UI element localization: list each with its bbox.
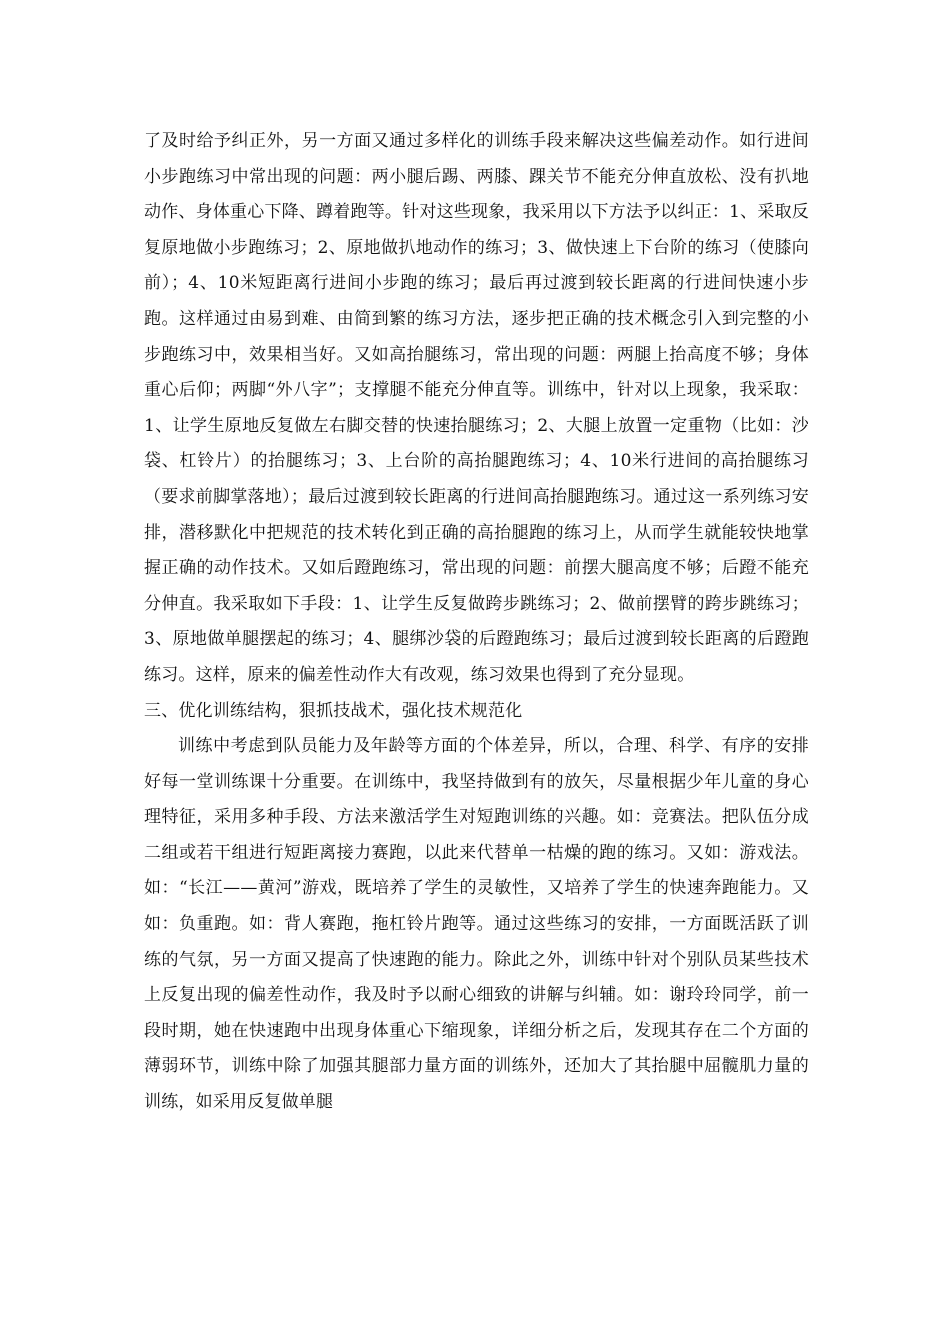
paragraph-continuation: 了及时给予纠正外，另一方面又通过多样化的训练手段来解决这些偏差动作。如行进间小步跑练习中常出现的问题：两小腿后踢、两膝、踝关节不能充分伸直放松、没有扒地动作、身体重心下降、蹲着跑等。针对这些现象，我采用以下方法予以纠正：1、采取反复原地做小步跑练习；2、原地做扒地动作的练习；3、做快速上下台阶的练习（使膝向前）；4、10米短距离行进间小步跑的练习；最后再过渡到较长距离的行进间快速小步跑。这样通过由易到难、由简到繁的练习方法，逐步把正确的技术概念引入到完整的小步跑练习中，效果相当好。又如高抬腿练习，常出现的问题：两腿上抬高度不够；身体重心后仰；两脚“外八字”；支撑腿不能充分伸直等。训练中，针对以上现象，我采取：1、让学生原地反复做左右脚交替的快速抬腿练习；2、大腿上放置一定重物（比如：沙袋、杠铃片）的抬腿练习；3、上台阶的高抬腿跑练习；4、10米行进间的高抬腿练习（要求前脚掌落地）；最后过渡到较长距离的行进间高抬腿跑练习。通过这一系列练习安排，潜移默化中把规范的技术转化到正确的高抬腿跑的练习上，从而学生就能较快地掌握正确的动作技术。又如后蹬跑练习，常出现的问题：前摆大腿高度不够；后蹬不能充分伸直。我采取如下手段：1、让学生反复做跨步跳练习；2、做前摆臂的跨步跳练习；3、原地做单腿摆起的练习；4、腿绑沙袋的后蹬跑练习；最后过渡到较长距离的后蹬跑练习。这样，原来的偏差性动作大有改观，练习效果也得到了充分显现。	[144, 131, 809, 685]
document-body	[144, 124, 809, 1121]
paragraph-section-three: 训练中考虑到队员能力及年龄等方面的个体差异，所以，合理、科学、有序的安排好每一堂训练课十分重要。在训练中，我坚持做到有的放矢，尽量根据少年儿童的身心理特征，采用多种手段、方法来激活学生对短跑训练的兴趣。如：竞赛法。把队伍分成二组或若干组进行短距离接力赛跑，以此来代替单一枯燥的跑的练习。又如：游戏法。如：“长江——黄河”游戏，既培养了学生的灵敏性，又培养了学生的快速奔跑能力。又如：负重跑。如：背人赛跑，拖杠铃片跑等。通过这些练习的安排，一方面既活跃了训练的气氛，另一方面又提高了快速跑的能力。除此之外，训练中针对个别队员某些技术上反复出现的偏差性动作，我及时予以耐心细致的讲解与纠辅。如：谢玲玲同学，前一段时期，她在快速跑中出现身体重心下缩现象，详细分析之后，发现其存在二个方面的薄弱环节，训练中除了加强其腿部力量方面的训练外，还加大了其抬腿中屈髋肌力量的训练，如采用反复做单腿	[144, 736, 809, 1113]
section-heading: 三、优化训练结构，狠抓技战术，强化技术规范化	[144, 700, 523, 721]
